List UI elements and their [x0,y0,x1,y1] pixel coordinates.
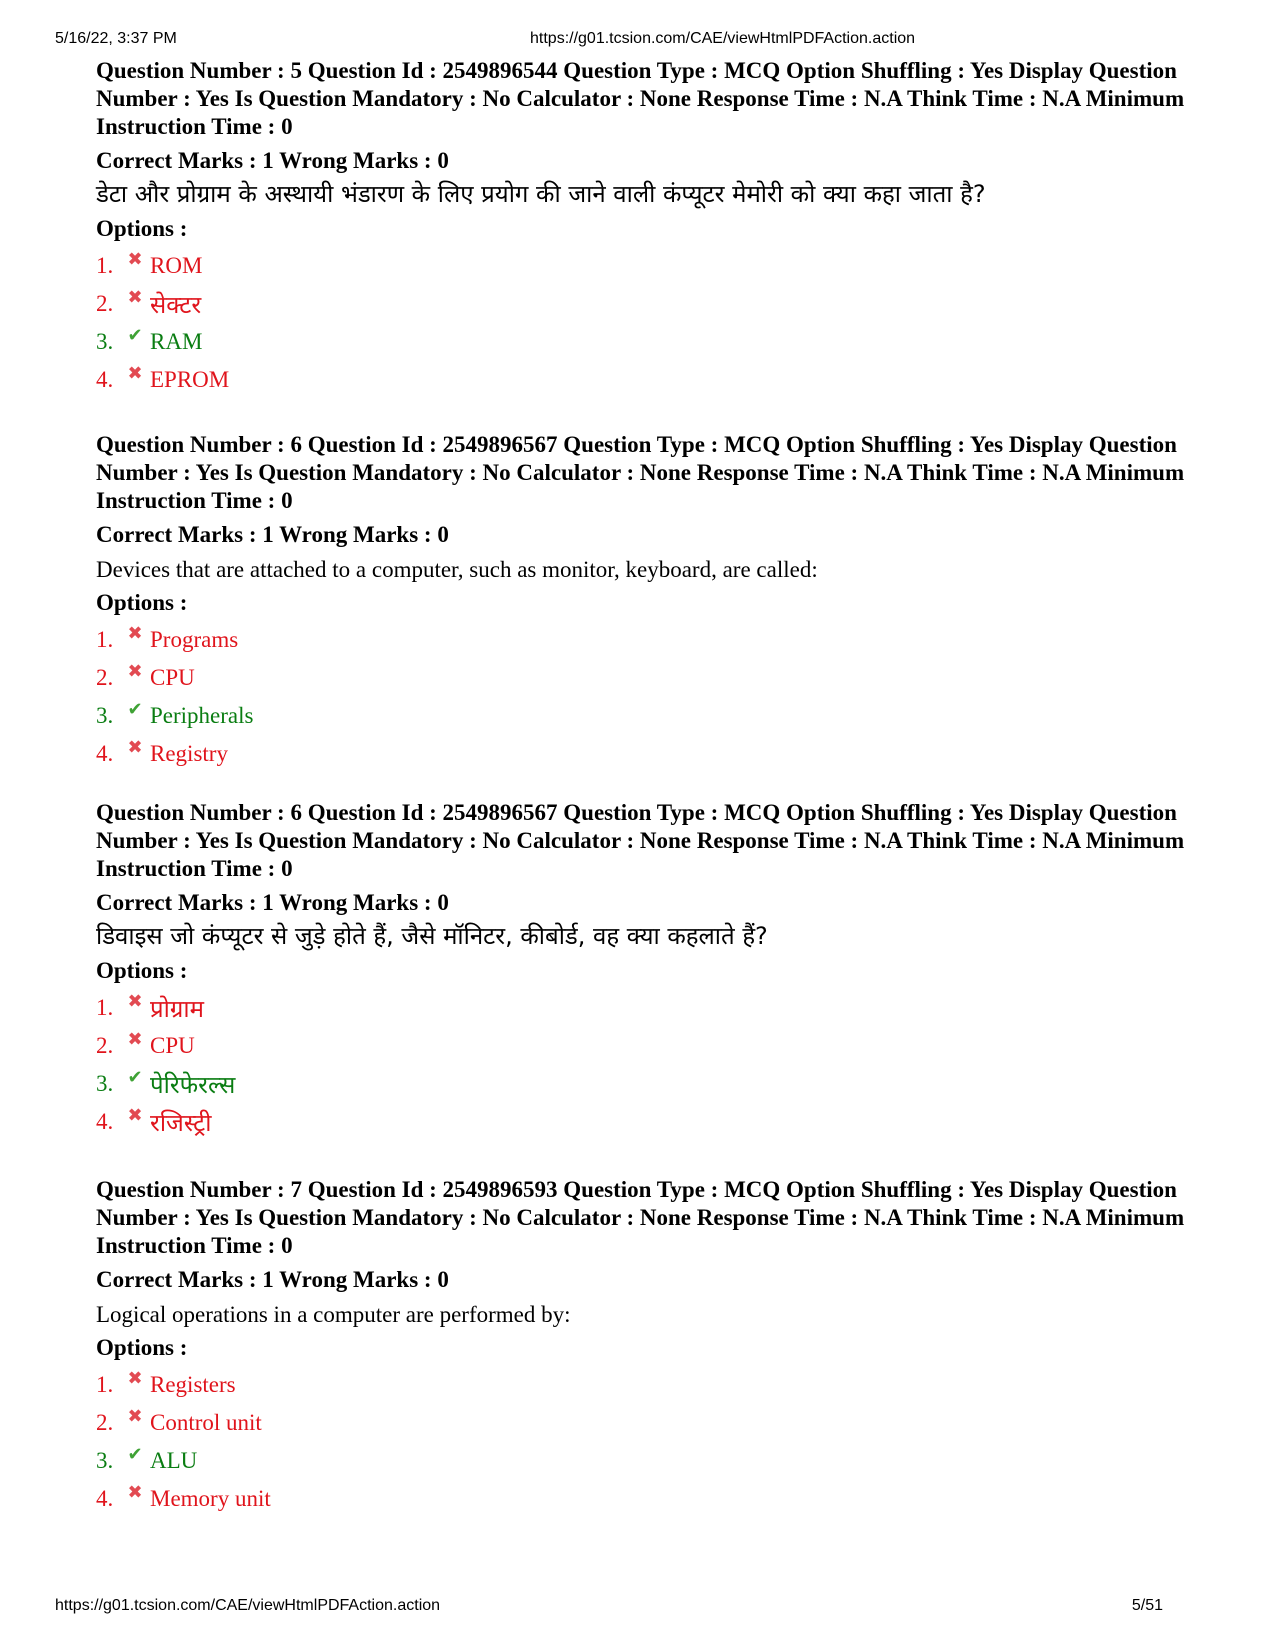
option-number: 1. [96,627,114,652]
option-number: 4. [96,367,114,392]
question-block [96,431,1186,773]
option-item [96,1404,1186,1442]
cross-icon: ✖ [127,248,143,270]
option-number: 4. [96,741,114,766]
question-block [96,1176,1186,1518]
option-item [96,1366,1186,1404]
cross-icon: ✖ [127,1405,143,1427]
option-number: 2. [96,291,114,316]
check-icon: ✔ [127,1443,143,1465]
option-text: प्रोग्राम [150,994,204,1023]
question-text: Logical operations in a computer are performed by: [96,1302,571,1327]
option-item [96,989,1186,1027]
option-number: 2. [96,1410,114,1435]
option-text: रजिस्ट्री [150,1108,212,1137]
page-number: 5/51 [1131,1597,1163,1614]
option-number: 1. [96,253,114,278]
option-text: Programs [150,627,239,652]
option-number: 2. [96,1033,114,1058]
option-text: ALU [150,1448,198,1473]
option-item [96,1103,1186,1141]
cross-icon: ✖ [127,736,143,758]
option-number: 1. [96,995,114,1020]
option-item [96,697,1186,735]
option-number: 1. [96,1372,114,1397]
option-item [96,323,1186,361]
options-list [96,621,1186,773]
option-item [96,285,1186,323]
cross-icon: ✖ [127,990,143,1012]
option-text: पेरिफेरल्स [150,1070,236,1099]
option-text: RAM [150,329,203,354]
option-item [96,1442,1186,1480]
option-number: 3. [96,1448,114,1473]
option-text: सेक्टर [150,290,202,319]
cross-icon: ✖ [127,286,143,308]
option-item [96,735,1186,773]
question-block [96,57,1186,399]
question-marks: Correct Marks : 1 Wrong Marks : 0 [96,522,449,547]
options-label: Options : [96,1335,188,1360]
options-list [96,989,1186,1141]
question-text: Devices that are attached to a computer, such as monitor, keyboard, are called: [96,557,818,582]
option-item [96,659,1186,697]
question-text: डेटा और प्रोग्राम के अस्थायी भंडारण के लिए प्रयोग की जाने वाली कंप्यूटर मेमोरी को क्या कहा जाता है? [96,180,986,208]
question-text: डिवाइस जो कंप्यूटर से जुड़े होते हैं, जैसे मॉनिटर, कीबोर्ड, वह क्या कहलाते हैं? [96,922,768,950]
question-meta: Question Number : 6 Question Id : 2549896567 Question Type : MCQ Option Shuffling : Yes Display Question Number : Yes Is Question Mandatory : No Calculator : None Response Time : N.A Think Time : N.A Minimum Instruction Time : 0 [96,432,1185,513]
option-text: EPROM [150,367,230,392]
option-text: Peripherals [150,703,254,728]
cross-icon: ✖ [127,1367,143,1389]
options-label: Options : [96,590,188,615]
cross-icon: ✖ [127,1104,143,1126]
footer-url: https://g01.tcsion.com/CAE/viewHtmlPDFAction.action [55,1597,441,1614]
cross-icon: ✖ [127,660,143,682]
check-icon: ✔ [127,698,143,720]
question-meta: Question Number : 7 Question Id : 2549896593 Question Type : MCQ Option Shuffling : Yes Display Question Number : Yes Is Question Mandatory : No Calculator : None Response Time : N.A Think Time : N.A Minimum Instruction Time : 0 [96,1177,1185,1258]
check-icon: ✔ [127,324,143,346]
question-marks: Correct Marks : 1 Wrong Marks : 0 [96,1267,449,1292]
option-number: 3. [96,329,114,354]
option-item [96,1065,1186,1103]
option-text: Registers [150,1372,236,1397]
option-number: 4. [96,1486,114,1511]
print-datetime: 5/16/22, 3:37 PM [55,30,177,47]
question-meta: Question Number : 5 Question Id : 2549896544 Question Type : MCQ Option Shuffling : Yes Display Question Number : Yes Is Question Mandatory : No Calculator : None Response Time : N.A Think Time : N.A Minimum Instruction Time : 0 [96,58,1185,139]
question-block [96,799,1186,1141]
option-item [96,1027,1186,1065]
option-text: ROM [150,253,203,278]
option-item [96,361,1186,399]
option-number: 2. [96,665,114,690]
cross-icon: ✖ [127,622,143,644]
print-url: https://g01.tcsion.com/CAE/viewHtmlPDFAction.action [530,30,916,47]
question-meta: Question Number : 6 Question Id : 2549896567 Question Type : MCQ Option Shuffling : Yes Display Question Number : Yes Is Question Mandatory : No Calculator : None Response Time : N.A Think Time : N.A Minimum Instruction Time : 0 [96,800,1185,881]
option-item [96,1480,1186,1518]
cross-icon: ✖ [127,362,143,384]
options-list [96,1366,1186,1518]
option-item [96,247,1186,285]
option-number: 4. [96,1109,114,1134]
option-text: Registry [150,741,228,766]
options-label: Options : [96,216,188,241]
question-marks: Correct Marks : 1 Wrong Marks : 0 [96,148,449,173]
option-number: 3. [96,1071,114,1096]
option-text: CPU [150,665,195,690]
option-item [96,621,1186,659]
option-text: CPU [150,1033,195,1058]
option-number: 3. [96,703,114,728]
option-text: Control unit [150,1410,262,1435]
question-marks: Correct Marks : 1 Wrong Marks : 0 [96,890,449,915]
check-icon: ✔ [127,1066,143,1088]
option-text: Memory unit [150,1486,271,1511]
options-list [96,247,1186,399]
options-label: Options : [96,958,188,983]
cross-icon: ✖ [127,1028,143,1050]
cross-icon: ✖ [127,1481,143,1503]
